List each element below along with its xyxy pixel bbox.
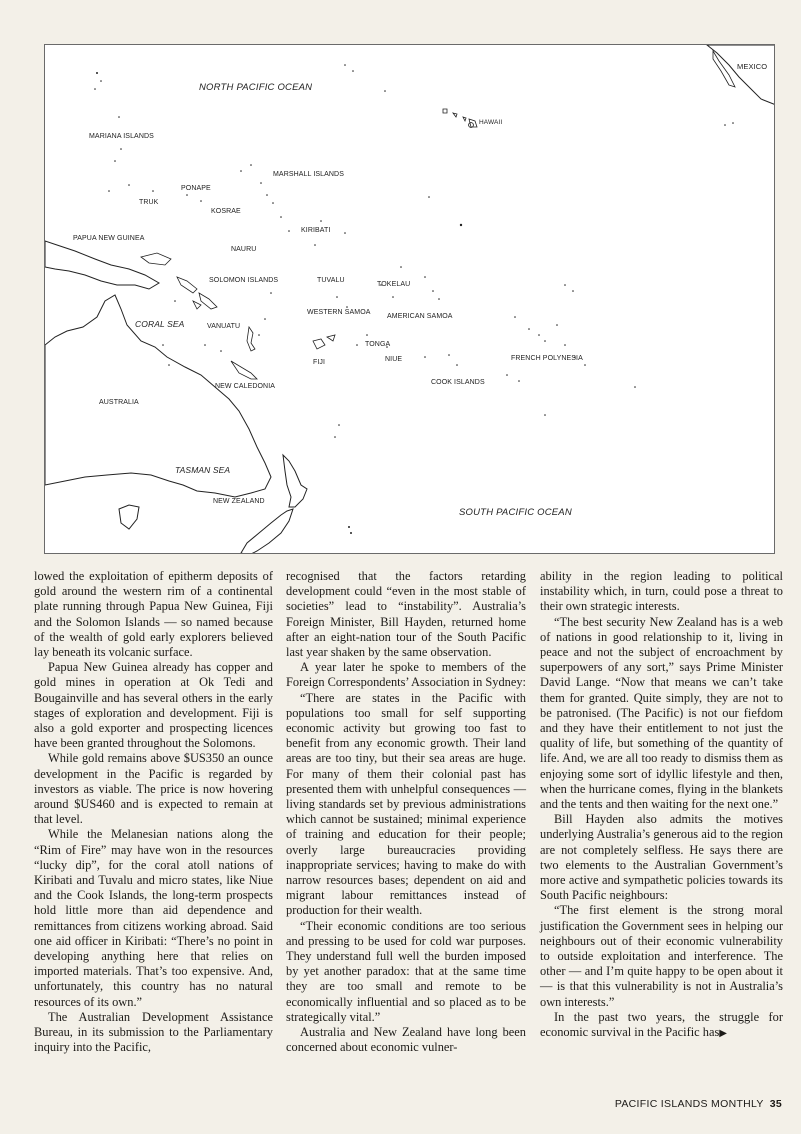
tasmania-landmass bbox=[119, 505, 139, 529]
mariana-islands-label: MARIANA ISLANDS bbox=[89, 133, 154, 140]
page-footer bbox=[615, 1098, 782, 1110]
tokelau-label: TOKELAU bbox=[377, 281, 411, 288]
paragraph: ability in the region leading to political instability which, in turn, could pose a threat to their own strategic interests. bbox=[540, 569, 783, 614]
nz-north-island bbox=[283, 455, 307, 507]
ponape-label: PONAPE bbox=[181, 185, 211, 192]
french-polynesia-label: FRENCH POLYNESIA bbox=[511, 355, 583, 362]
map-graphic bbox=[45, 45, 775, 554]
tasman-sea-label: TASMAN SEA bbox=[175, 465, 231, 475]
fiji-shape bbox=[313, 335, 335, 349]
article-column-2 bbox=[286, 569, 526, 1056]
paragraph: A year later he spoke to members of the Foreign Correspondents’ Association in Sydney: bbox=[286, 660, 526, 690]
last-paragraph bbox=[540, 1010, 783, 1041]
solomon-islands-label: SOLOMON ISLANDS bbox=[209, 277, 279, 284]
page-number: 35 bbox=[769, 1098, 782, 1110]
paragraph: While gold remains above $US350 an ounce development in the Pacific is regarded by investors as viable. The price is now hovering around $US460 and is expected to remain at that level. bbox=[34, 751, 273, 827]
nz-south-island bbox=[241, 509, 293, 554]
paragraph: “The first element is the strong moral justification the Government sees in helping our neighbours out of their economic vulnerability to outside exploitation and interference. The other — and I’m quite happy to be open about it — is that this vulnerability is not in Australia’s own interests.” bbox=[540, 903, 783, 1009]
fiji-label: FIJI bbox=[313, 359, 326, 366]
png-landmass bbox=[45, 241, 159, 289]
mexico-coast bbox=[707, 45, 775, 105]
paragraph: recognised that the factors retarding development could “even in the most stable of societies” lead to “instability”. Australia’s Foreign Minister, Bill Hayden, returned home after an eight-nation tour of the South Pacific last year shaken by the same observation. bbox=[286, 569, 526, 660]
publication-name: PACIFIC ISLANDS MONTHLY bbox=[614, 1098, 764, 1110]
australia-label: AUSTRALIA bbox=[99, 399, 139, 406]
new-caledonia-shape bbox=[231, 361, 257, 379]
mexico-label: MEXICO bbox=[737, 62, 768, 71]
continue-arrow-icon: ▶ bbox=[719, 1028, 727, 1040]
cook-islands-label: COOK ISLANDS bbox=[431, 379, 485, 386]
tonga-label: TONGA bbox=[365, 341, 391, 348]
new-zealand-label: NEW ZEALAND bbox=[213, 498, 265, 505]
paragraph: lowed the exploitation of epitherm deposits of gold around the western rim of a continental plate running through Papua New Guinea, Fiji and the Solomon Islands — so named because of the wealth of gold early explorers believed lay beneath its volcanic surface. bbox=[34, 569, 273, 660]
pacific-map bbox=[44, 44, 775, 554]
new-caledonia-label: NEW CALEDONIA bbox=[215, 383, 276, 390]
kosrae-label: KOSRAE bbox=[211, 208, 241, 215]
article-column-1 bbox=[34, 569, 273, 1056]
paragraph: Australia and New Zealand have long been concerned about economic vulner- bbox=[286, 1025, 526, 1055]
new-britain-island bbox=[141, 253, 171, 265]
north-pacific-ocean-label: NORTH PACIFIC OCEAN bbox=[199, 82, 313, 93]
niue-label: NIUE bbox=[385, 356, 403, 363]
tuvalu-label: TUVALU bbox=[317, 277, 345, 284]
marshall-islands-label: MARSHALL ISLANDS bbox=[273, 171, 344, 178]
article-column-3 bbox=[540, 569, 783, 1041]
paragraph: “The best security New Zealand has is a web of nations in good relationship to it, living in peace and not the subject of encroachment by superpowers of any sort,” says Prime Minister David Lange. “Now that means we can’t take them for granted. Quite simply, they are not to be patronised. (The Pacific) is not our fiefdom and they have their entitlement to not just the quality of life, but something of the quantity of life. And, we are all too ready to dismiss them as enjoying some sort of idyllic lifestyle and then, when the hurricane comes, flying in the blankets and the tents and then waiting for the next one.” bbox=[540, 614, 783, 812]
paragraph: The Australian Development Assistance Bureau, in its submission to the Parliamentary inquiry into the Pacific, bbox=[34, 1009, 273, 1055]
vanuatu-label: VANUATU bbox=[207, 323, 241, 330]
truk-label: TRUK bbox=[139, 199, 159, 206]
paragraph: Papua New Guinea already has copper and gold mines in operation at Ok Tedi and Bougainville and has several others in the early stages of exploration and development. Fiji is also a gold exporter and prospecting licences have been granted throughout the Solomons. bbox=[34, 660, 273, 751]
paragraph-text: In the past two years, the struggle for economic survival in the Pacific has bbox=[540, 1009, 783, 1040]
png-label: PAPUA NEW GUINEA bbox=[73, 235, 145, 242]
american-samoa-label: AMERICAN SAMOA bbox=[387, 313, 453, 320]
paragraph: “There are states in the Pacific with populations too small for self supporting economic activity but growing too fast to benefit from any economic growth. Their land areas are too tiny, but their sea areas are huge. For many of them their colonial past has presented them with unhelpful consequences — living standards set by previous administrations which cannot be sustained; minimal experience of training and education for their people; overly large bureaucracies providing inappropriate services; having to make do with narrow resources bases; dependent on aid and migrant labour remittances instead of production for their wealth. bbox=[286, 690, 526, 918]
hawaii-islands bbox=[443, 109, 477, 127]
paragraph: While the Melanesian nations along the “Rim of Fire” may have won in the resources “lucky dip”, for the coral atoll nations of Kiribati and Tuvalu and micro states, like Niue and the Cook Islands, the long-term prospects hold little more than aid dependence and remittances from citizens working abroad. Said one aid officer in Kiribati: “There’s no point in developing anything here that relies on imported materials. That’s too expensive. And, unfortunately, this country has no natural resources of its own.” bbox=[34, 827, 273, 1009]
vanuatu-shape bbox=[247, 327, 255, 351]
hawaii-label: HAWAII bbox=[479, 119, 503, 126]
nauru-label: NAURU bbox=[231, 246, 257, 253]
western-samoa-label: WESTERN SAMOA bbox=[307, 309, 371, 316]
coral-sea-label: CORAL SEA bbox=[135, 319, 185, 329]
paragraph: Bill Hayden also admits the motives underlying Australia’s generous aid to the region are not completely selfless. He says there are two elements to the Australian Government’s more active and sympathetic policies towards its South Pacific neighbours: bbox=[540, 812, 783, 903]
paragraph: “Their economic conditions are too serious and pressing to be used for cold war purposes. They understand full well the burden imposed by yet another paradox: that at the same time they are too small and remote to be economically influential and so placed as to be strategically vital.” bbox=[286, 918, 526, 1024]
kiribati-label: KIRIBATI bbox=[301, 227, 331, 234]
south-pacific-ocean-label: SOUTH PACIFIC OCEAN bbox=[459, 507, 572, 518]
